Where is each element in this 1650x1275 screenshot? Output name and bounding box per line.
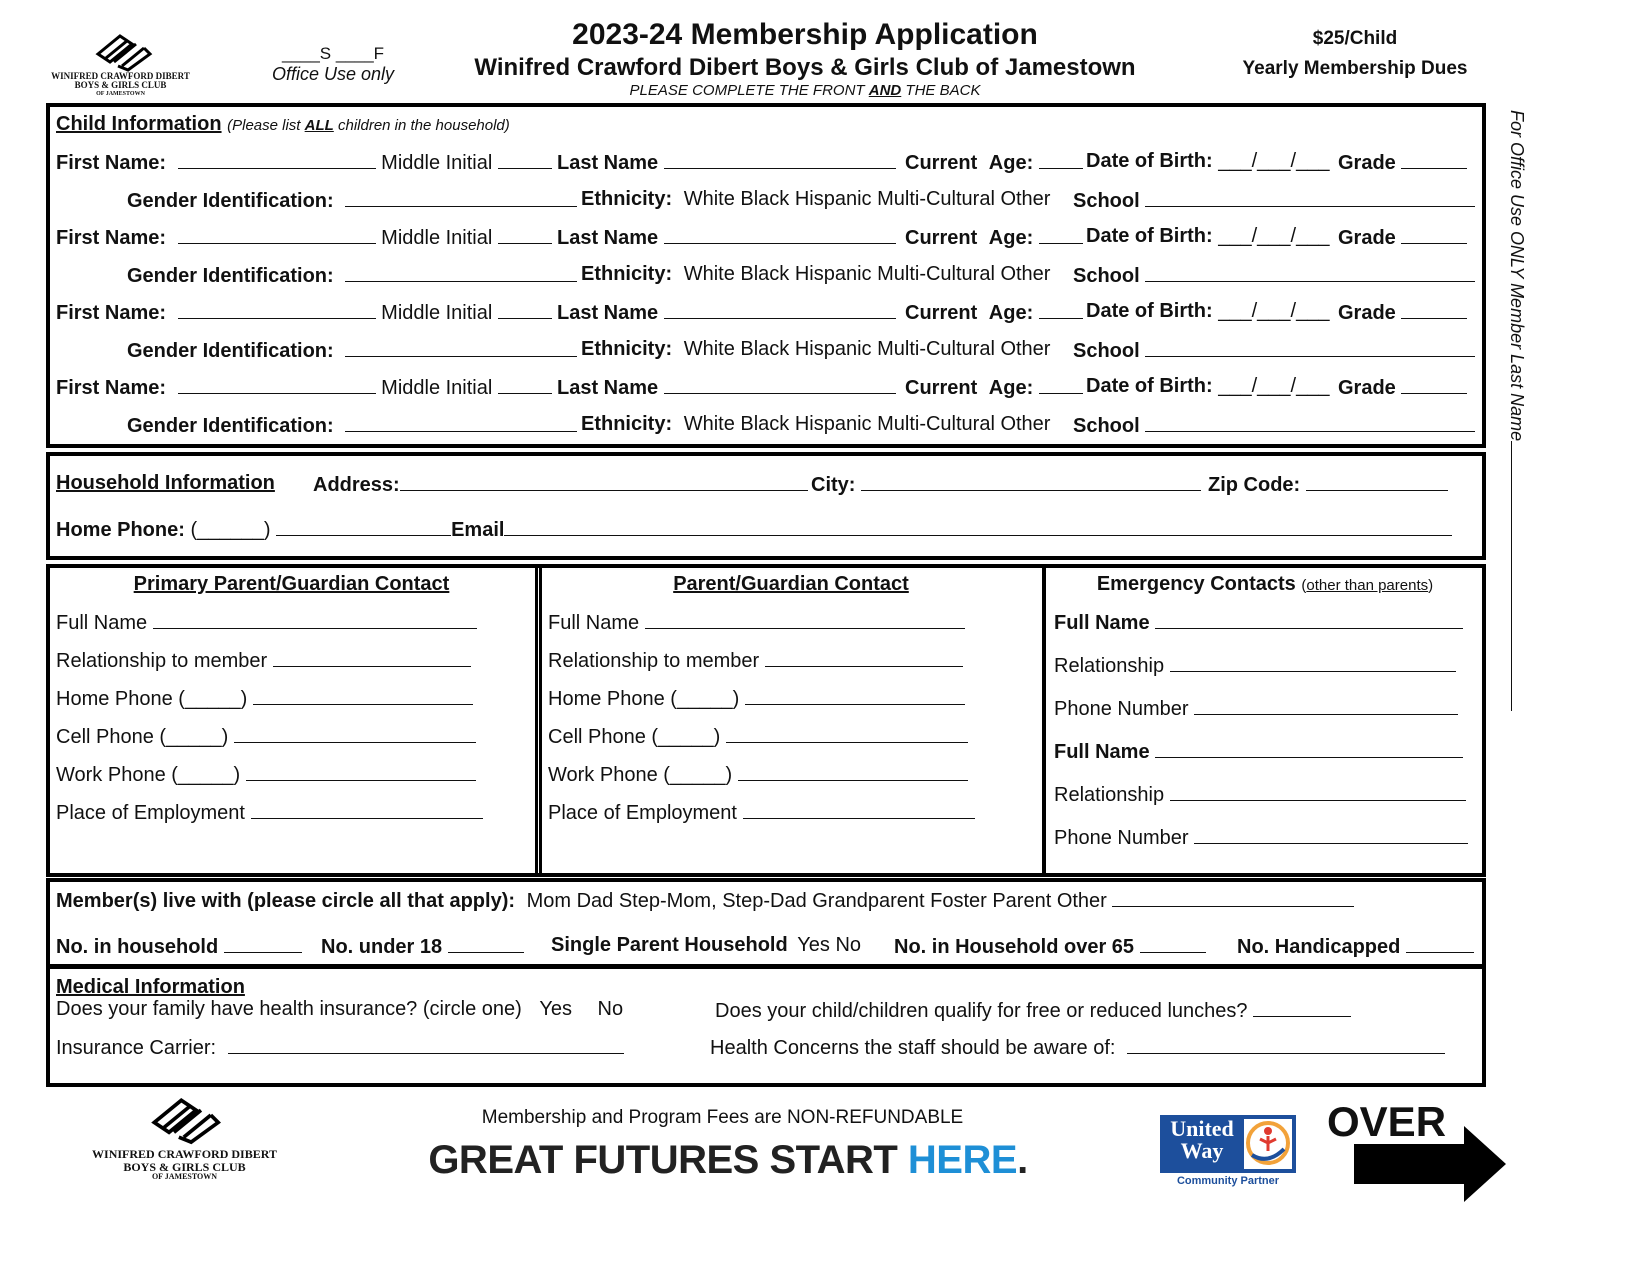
child-3-last-name-field[interactable] bbox=[664, 300, 896, 319]
emergency-full-name-1-label: Full Name bbox=[1054, 612, 1150, 634]
child-4-ethnicity-options[interactable]: White Black Hispanic Multi-Cultural Other bbox=[683, 413, 1051, 435]
footer-club-logo bbox=[72, 1094, 297, 1189]
child-2-last-name-label: Last Name bbox=[557, 227, 659, 249]
child-3-gender-field[interactable] bbox=[345, 338, 577, 357]
household-heading: Household Information bbox=[56, 472, 275, 494]
footer-hands-logo-icon bbox=[142, 1094, 228, 1146]
child-2-school-label: School bbox=[1073, 265, 1140, 287]
city-field[interactable] bbox=[861, 472, 1201, 491]
primary-employment-field[interactable] bbox=[251, 800, 483, 819]
primary-relationship-label: Relationship to member bbox=[56, 650, 268, 672]
child-2-school-field[interactable] bbox=[1145, 263, 1475, 282]
child-3-current-label: Current bbox=[905, 302, 978, 324]
child-3-grade-label: Grade bbox=[1338, 302, 1396, 324]
secondary-employment-field[interactable] bbox=[743, 800, 975, 819]
footer-logo-line1: WINIFRED CRAWFORD DIBERT bbox=[92, 1147, 277, 1161]
insurance-carrier-label: Insurance Carrier: bbox=[56, 1037, 217, 1059]
logo-line2: BOYS & GIRLS CLUB bbox=[74, 80, 167, 91]
secondary-work-phone-label: Work Phone (_____) bbox=[548, 764, 733, 786]
child-1-first-name-label: First Name: bbox=[56, 152, 167, 174]
emergency-full-name-1-field[interactable] bbox=[1155, 610, 1463, 629]
child-3-dob-field[interactable]: ___/___/___ bbox=[1218, 300, 1330, 322]
secondary-home-phone-field[interactable] bbox=[745, 686, 965, 705]
secondary-home-phone-label: Home Phone (_____) bbox=[548, 688, 740, 710]
secondary-cell-phone-field[interactable] bbox=[726, 724, 968, 743]
uw-line2: Way bbox=[1180, 1138, 1224, 1163]
emergency-phone-2-label: Phone Number bbox=[1054, 827, 1189, 849]
secondary-full-name-label: Full Name bbox=[548, 612, 640, 634]
page-instruction: PLEASE COMPLETE THE FRONT AND THE BACK bbox=[629, 82, 981, 99]
uw-partner: Community Partner bbox=[1176, 1175, 1280, 1187]
child-4-gender-label: Gender Identification: bbox=[127, 415, 334, 437]
primary-work-phone-label: Work Phone (_____) bbox=[56, 764, 241, 786]
insurance-yes[interactable]: Yes bbox=[539, 998, 572, 1020]
lives-with-options[interactable]: Mom Dad Step-Mom, Step-Dad Grandparent Foster Parent Other bbox=[526, 890, 1107, 912]
address-label: Address: bbox=[313, 474, 400, 496]
medical-heading: Medical Information bbox=[56, 976, 245, 998]
dues-label: Yearly Membership Dues bbox=[1242, 58, 1468, 79]
child-4-school-label: School bbox=[1073, 415, 1140, 437]
child-3-ethnicity-label: Ethnicity: bbox=[581, 338, 673, 360]
child-4-middle-initial-field[interactable] bbox=[498, 375, 552, 394]
child-1-first-name-field[interactable] bbox=[178, 150, 376, 169]
no-in-household-label: No. in household bbox=[56, 936, 219, 958]
child-1-grade-field[interactable] bbox=[1401, 150, 1467, 169]
child-1-grade-label: Grade bbox=[1338, 152, 1396, 174]
child-4-last-name-label: Last Name bbox=[557, 377, 659, 399]
office-sf-field[interactable]: ____S ____F bbox=[281, 44, 385, 63]
primary-heading: Primary Parent/Guardian Contact bbox=[133, 573, 450, 595]
contacts-divider-1 bbox=[535, 564, 542, 877]
secondary-cell-phone-label: Cell Phone (_____) bbox=[548, 726, 721, 748]
lives-with-other-field[interactable] bbox=[1112, 888, 1354, 907]
child-2-age-field[interactable] bbox=[1039, 225, 1083, 244]
zip-field[interactable] bbox=[1306, 472, 1448, 491]
child-1-middle-initial-label: Middle Initial bbox=[381, 152, 493, 174]
lunch-field[interactable] bbox=[1253, 998, 1351, 1017]
secondary-employment-label: Place of Employment bbox=[548, 802, 737, 824]
handicapped-label: No. Handicapped bbox=[1237, 936, 1401, 958]
child-1-gender-label: Gender Identification: bbox=[127, 190, 334, 212]
child-4-last-name-field[interactable] bbox=[664, 375, 896, 394]
uw-hand-icon bbox=[1244, 1119, 1292, 1169]
single-parent-label: Single Parent Household bbox=[551, 934, 788, 956]
child-2-age-label: Age: bbox=[988, 227, 1034, 249]
primary-cell-phone-field[interactable] bbox=[234, 724, 476, 743]
primary-home-phone-label: Home Phone (_____) bbox=[56, 688, 248, 710]
lunch-question: Does your child/children qualify for free or reduced lunches? bbox=[715, 1000, 1248, 1022]
dues-price: $25/Child bbox=[1312, 28, 1398, 49]
child-2-middle-initial-field[interactable] bbox=[498, 225, 552, 244]
child-1-age-label: Age: bbox=[988, 152, 1034, 174]
child-4-first-name-field[interactable] bbox=[178, 375, 376, 394]
home-phone-label: Home Phone: bbox=[56, 519, 185, 541]
emergency-heading: Emergency Contacts bbox=[1096, 573, 1296, 595]
child-4-first-name-label: First Name: bbox=[56, 377, 167, 399]
child-2-gender-field[interactable] bbox=[345, 263, 577, 282]
child-3-last-name-label: Last Name bbox=[557, 302, 659, 324]
child-2-middle-initial-label: Middle Initial bbox=[381, 227, 493, 249]
child-1-last-name-field[interactable] bbox=[664, 150, 896, 169]
emergency-relationship-2-field[interactable] bbox=[1170, 782, 1466, 801]
child-2-ethnicity-options[interactable]: White Black Hispanic Multi-Cultural Other bbox=[683, 263, 1051, 285]
zip-label: Zip Code: bbox=[1208, 474, 1301, 496]
emergency-note: (other than parents) bbox=[1301, 577, 1434, 594]
primary-home-phone-field[interactable] bbox=[253, 686, 473, 705]
no-in-household-field[interactable] bbox=[224, 934, 302, 953]
child-1-age-field[interactable] bbox=[1039, 150, 1083, 169]
child-3-school-label: School bbox=[1073, 340, 1140, 362]
child-2-first-name-label: First Name: bbox=[56, 227, 167, 249]
child-2-first-name-field[interactable] bbox=[178, 225, 376, 244]
child-1-school-label: School bbox=[1073, 190, 1140, 212]
secondary-work-phone-field[interactable] bbox=[738, 762, 968, 781]
child-3-middle-initial-label: Middle Initial bbox=[381, 302, 493, 324]
emergency-relationship-1-label: Relationship bbox=[1054, 655, 1165, 677]
emergency-phone-2-field[interactable] bbox=[1194, 825, 1468, 844]
child-2-ethnicity-label: Ethnicity: bbox=[581, 263, 673, 285]
household-section bbox=[46, 452, 1486, 560]
logo-line1: WINIFRED CRAWFORD DIBERT bbox=[51, 71, 190, 81]
insurance-question: Does your family have health insurance? (circle one) bbox=[56, 998, 522, 1020]
email-field[interactable] bbox=[504, 517, 1452, 536]
child-3-middle-initial-field[interactable] bbox=[498, 300, 552, 319]
lives-with-label: Member(s) live with (please circle all that apply): bbox=[56, 890, 516, 912]
child-1-gender-field[interactable] bbox=[345, 188, 577, 207]
primary-employment-label: Place of Employment bbox=[56, 802, 245, 824]
child-2-grade-field[interactable] bbox=[1401, 225, 1467, 244]
child-4-grade-field[interactable] bbox=[1401, 375, 1467, 394]
primary-full-name-field[interactable] bbox=[153, 610, 477, 629]
home-phone-area-code[interactable]: (______) bbox=[190, 519, 271, 541]
home-phone-field[interactable] bbox=[276, 517, 451, 536]
office-use-side-note: For Office Use ONLY Member Last Name bbox=[1506, 110, 1530, 710]
child-3-age-field[interactable] bbox=[1039, 300, 1083, 319]
secondary-relationship-field[interactable] bbox=[765, 648, 963, 667]
child-1-last-name-label: Last Name bbox=[557, 152, 659, 174]
office-use-label: Office Use only bbox=[271, 64, 395, 84]
child-4-dob-label: Date of Birth: bbox=[1086, 375, 1213, 397]
child-4-ethnicity-label: Ethnicity: bbox=[581, 413, 673, 435]
contacts-divider-2 bbox=[1042, 564, 1046, 877]
slogan: GREAT FUTURES START HERE. bbox=[428, 1138, 1028, 1182]
child-3-grade-field[interactable] bbox=[1401, 300, 1467, 319]
emergency-relationship-2-label: Relationship bbox=[1054, 784, 1165, 806]
health-concerns-field[interactable] bbox=[1127, 1035, 1445, 1054]
page-title: 2023-24 Membership Application bbox=[572, 18, 1038, 51]
child-3-school-field[interactable] bbox=[1145, 338, 1475, 357]
emergency-phone-1-field[interactable] bbox=[1194, 696, 1458, 715]
secondary-relationship-label: Relationship to member bbox=[548, 650, 760, 672]
child-3-dob-label: Date of Birth: bbox=[1086, 300, 1213, 322]
over-65-label: No. in Household over 65 bbox=[894, 936, 1135, 958]
child-2-gender-label: Gender Identification: bbox=[127, 265, 334, 287]
footer-logo-line2: BOYS & GIRLS CLUB bbox=[123, 1159, 246, 1174]
club-logo bbox=[38, 32, 203, 102]
child-1-dob-field[interactable]: ___/___/___ bbox=[1218, 150, 1330, 172]
emergency-full-name-2-field[interactable] bbox=[1155, 739, 1463, 758]
child-3-first-name-label: First Name: bbox=[56, 302, 167, 324]
united-way-logo bbox=[1160, 1115, 1296, 1190]
secondary-heading: Parent/Guardian Contact bbox=[673, 573, 909, 595]
email-label: Email bbox=[451, 519, 505, 541]
child-1-ethnicity-label: Ethnicity: bbox=[581, 188, 673, 210]
emergency-relationship-1-field[interactable] bbox=[1170, 653, 1456, 672]
address-field[interactable] bbox=[400, 472, 808, 491]
primary-full-name-label: Full Name bbox=[56, 612, 148, 634]
page-subtitle: Winifred Crawford Dibert Boys & Girls Club of Jamestown bbox=[474, 54, 1136, 81]
emergency-full-name-2-label: Full Name bbox=[1054, 741, 1150, 763]
child-2-current-label: Current bbox=[905, 227, 978, 249]
child-3-gender-label: Gender Identification: bbox=[127, 340, 334, 362]
child-1-dob-label: Date of Birth: bbox=[1086, 150, 1213, 172]
insurance-no[interactable]: No bbox=[597, 998, 624, 1020]
child-4-age-field[interactable] bbox=[1039, 375, 1083, 394]
emergency-phone-1-label: Phone Number bbox=[1054, 698, 1189, 720]
secondary-full-name-field[interactable] bbox=[645, 610, 965, 629]
footer-logo-line3: OF JAMESTOWN bbox=[151, 1172, 218, 1182]
child-1-current-label: Current bbox=[905, 152, 978, 174]
child-4-dob-field[interactable]: ___/___/___ bbox=[1218, 375, 1330, 397]
child-4-grade-label: Grade bbox=[1338, 377, 1396, 399]
uw-line1: United bbox=[1170, 1116, 1234, 1141]
no-under-18-field[interactable] bbox=[448, 934, 524, 953]
logo-line3: OF JAMESTOWN bbox=[96, 90, 145, 97]
child-4-middle-initial-label: Middle Initial bbox=[381, 377, 493, 399]
medical-section bbox=[46, 965, 1486, 1087]
single-parent-yes-no[interactable]: Yes No bbox=[797, 934, 862, 956]
member-last-name-field[interactable] bbox=[1511, 441, 1530, 711]
over-65-field[interactable] bbox=[1140, 934, 1206, 953]
child-info-heading: Child Information bbox=[56, 113, 222, 135]
child-1-middle-initial-field[interactable] bbox=[498, 150, 552, 169]
child-1-school-field[interactable] bbox=[1145, 188, 1475, 207]
child-2-grade-label: Grade bbox=[1338, 227, 1396, 249]
primary-cell-phone-label: Cell Phone (_____) bbox=[56, 726, 229, 748]
insurance-carrier-field[interactable] bbox=[228, 1035, 624, 1054]
primary-relationship-field[interactable] bbox=[273, 648, 471, 667]
over-label: OVER bbox=[1327, 1098, 1447, 1145]
child-2-dob-label: Date of Birth: bbox=[1086, 225, 1213, 247]
primary-work-phone-field[interactable] bbox=[246, 762, 476, 781]
health-concerns-label: Health Concerns the staff should be aware of: bbox=[710, 1037, 1116, 1059]
no-under-18-label: No. under 18 bbox=[321, 936, 443, 958]
child-4-school-field[interactable] bbox=[1145, 413, 1475, 432]
child-4-gender-field[interactable] bbox=[345, 413, 577, 432]
child-info-note: (Please list ALL children in the household) bbox=[227, 117, 510, 134]
over-arrow-icon[interactable] bbox=[1354, 1124, 1508, 1204]
child-2-dob-field[interactable]: ___/___/___ bbox=[1218, 225, 1330, 247]
child-3-first-name-field[interactable] bbox=[178, 300, 376, 319]
child-3-ethnicity-options[interactable]: White Black Hispanic Multi-Cultural Other bbox=[683, 338, 1051, 360]
hands-logo-icon bbox=[88, 32, 158, 72]
child-4-current-label: Current bbox=[905, 377, 978, 399]
child-3-age-label: Age: bbox=[988, 302, 1034, 324]
child-4-age-label: Age: bbox=[988, 377, 1034, 399]
child-1-ethnicity-options[interactable]: White Black Hispanic Multi-Cultural Other bbox=[683, 188, 1051, 210]
child-2-last-name-field[interactable] bbox=[664, 225, 896, 244]
handicapped-field[interactable] bbox=[1406, 934, 1474, 953]
city-label: City: bbox=[811, 474, 856, 496]
fees-note: Membership and Program Fees are NON-REFUNDABLE bbox=[481, 1107, 964, 1128]
